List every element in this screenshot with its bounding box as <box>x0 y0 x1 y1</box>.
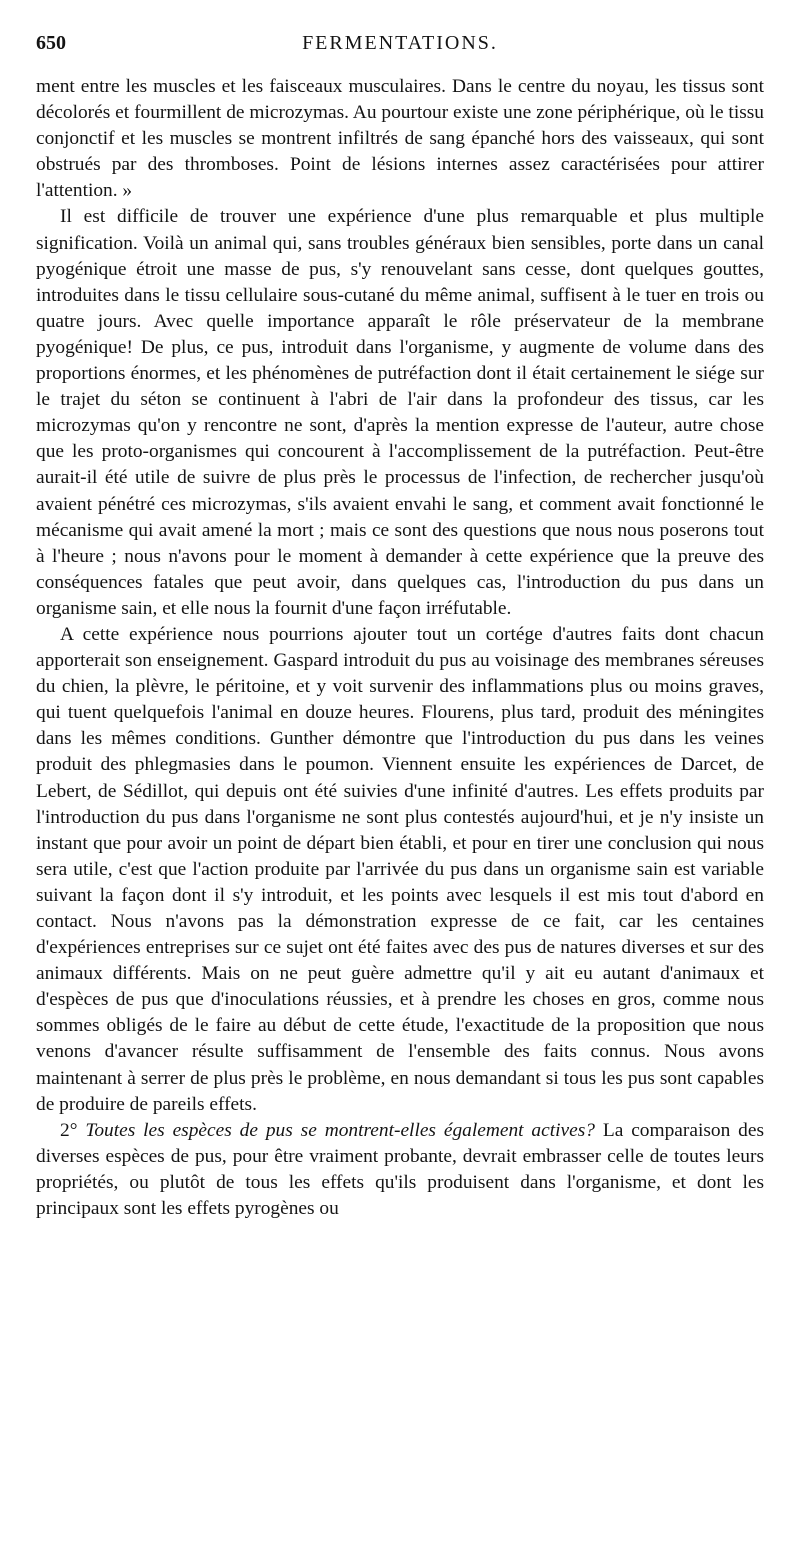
paragraph-text: La comparaison des diverses espèces de pus, pour être vraiment probante, devrait embrasser celle de toutes leurs propriétés, ou plutôt de tous les effets qu'ils produisent dans l'organisme, et dont les principaux sont les effets pyrogènes ou <box>36 1119 764 1220</box>
body-text <box>36 74 764 1222</box>
paragraph-question <box>36 1118 764 1222</box>
paragraph: Il est difficile de trouver une expérience d'une plus remarquable et plus multiple signification. Voilà un animal qui, sans troubles généraux bien sensibles, porte dans un canal pyogénique étroit une masse de pus, s'y renouvelant sans cesse, dont quelques gouttes, introduites dans le tissu cellulaire sous-cutané du même animal, suffisent à le tuer en trois ou quatre jours. Avec quelle importance apparaît le rôle préservateur de la membrane pyogénique! De plus, ce pus, introduit dans l'organisme, y augmente de volume dans des proportions énormes, et les phénomènes de putréfaction dont il était certainement le siége sur le trajet du séton se continuent à l'abri de l'air dans la profondeur des tissus, car les microzymas qu'on y rencontre ne sont, d'après la mention expresse de l'auteur, autre chose que les proto-organismes qui concourent à l'accomplissement de la putréfaction. Peut-être aurait-il été utile de suivre de plus près le processus de l'infection, de rechercher jusqu'où avaient pénétré ces microzymas, s'ils avaient envahi le sang, et comment avait fonctionné le mécanisme qui avait amené la mort ; mais ce sont des questions que nous nous poserons tout à l'heure ; nous n'avons pour le moment à demander à cette expérience que la preuve des conséquences fatales que peut avoir, dans quelques cas, l'introduction du pus dans un organisme sain, et elle nous la fournit d'une façon irréfutable. <box>36 206 764 619</box>
book-page <box>36 28 764 1222</box>
paragraph-continuation: ment entre les muscles et les faisceaux musculaires. Dans le centre du noyau, les tissus sont décolorés et fourmillent de microzymas. Au pourtour existe une zone périphérique, où le tissu conjonctif et les muscles se montrent infiltrés de sang épanché hors des vaisseaux, qui sont obstrués par des thromboses. Point de lésions internes assez caractérisées pour attirer l'attention. » <box>36 76 764 202</box>
running-title: FERMENTATIONS. <box>302 32 498 54</box>
question-heading: Toutes les espèces de pus se montrent-elles également actives? <box>85 1119 595 1141</box>
page-number: 650 <box>36 32 66 54</box>
paragraph: A cette expérience nous pourrions ajouter tout un cortége d'autres faits dont chacun apporterait son enseignement. Gaspard introduit du pus au voisinage des membranes séreuses du chien, la plèvre, le péritoine, et y voit survenir des inflammations plus ou moins graves, qui tuent quelquefois l'animal en douze heures. Flourens, plus tard, produit des méningites dans les mêmes conditions. Gunther démontre que l'introduction du pus dans les veines produit des phlegmasies dans le poumon. Viennent ensuite les expériences de Darcet, de Lebert, de Sédillot, qui depuis ont été suivies d'une infinité d'autres. Les effets produits par l'introduction du pus dans l'organisme ne sont plus contestés aujourd'hui, et je n'y insiste un instant que pour avoir un point de départ bien établi, et pour en tirer une conclusion qui nous sera utile, c'est que l'action produite par l'arrivée du pus dans un organisme sain est variable suivant la façon dont il s'y introduit, et les points avec lesquels il est mis tout d'abord en contact. Nous n'avons pas la démonstration expresse de ce fait, car les centaines d'expériences entreprises sur ce sujet ont été faites avec des pus de natures diverses et sur des animaux différents. Mais on ne peut guère admettre qu'il y ait eu autant d'animaux et d'espèces de pus que d'inoculations réussies, et à prendre les choses en gros, comme nous sommes obligés de le faire au début de cette étude, l'exactitude de la proposition que nous venons d'avancer résulte suffisamment de l'ensemble des faits connus. Nous avons maintenant à serrer de plus près le problème, en nous demandant si tous les pus sont capables de produire de pareils effets. <box>36 623 764 1115</box>
question-number: 2° <box>60 1119 78 1141</box>
page-header <box>36 28 764 58</box>
